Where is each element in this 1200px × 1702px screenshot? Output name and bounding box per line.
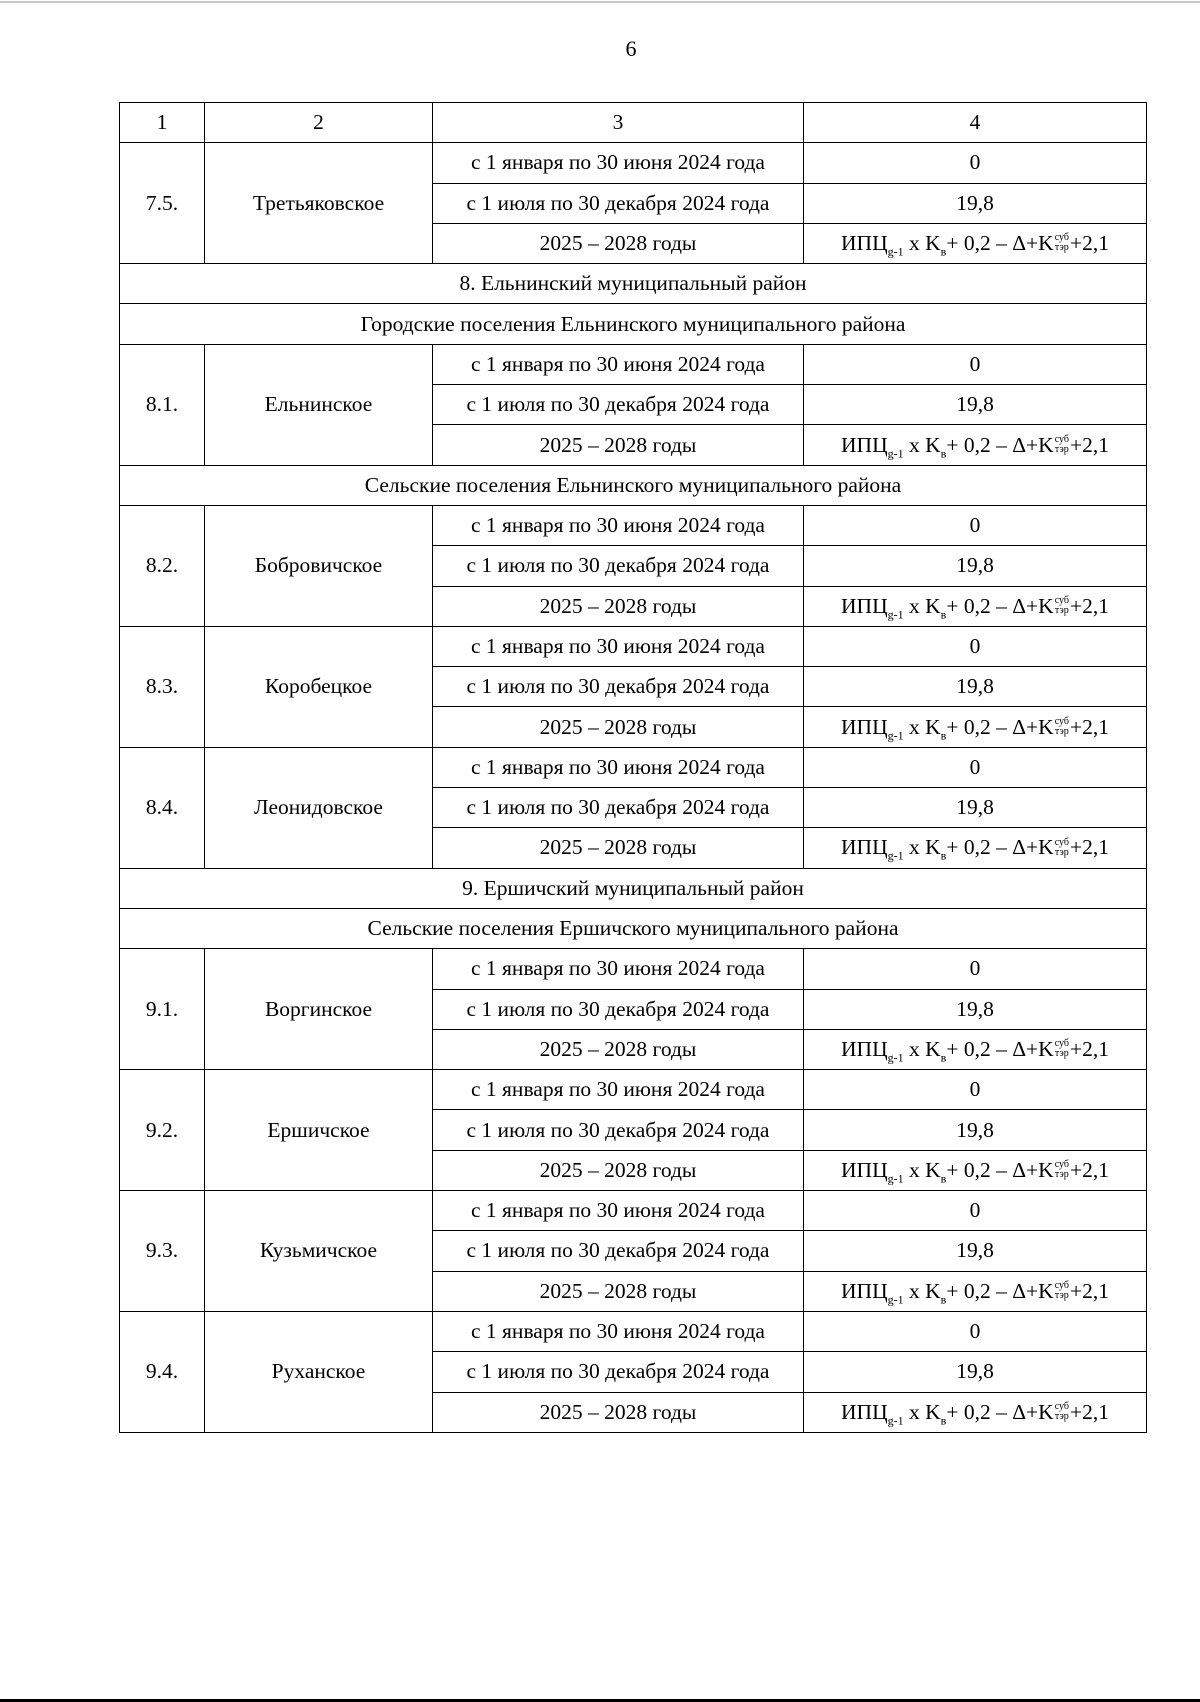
formula-k-subscript-ter: тэр xyxy=(1054,242,1069,254)
formula-middle: + 0,2 – Δ+K xyxy=(946,1157,1054,1182)
section-title: Сельские поселения Ельнинского муниципального района xyxy=(120,465,1147,505)
formula-k-subscript: в xyxy=(940,727,947,742)
section-title: 9. Ершичский муниципальный район xyxy=(120,868,1147,908)
settlement-number: 8.4. xyxy=(120,747,205,868)
settlement-name: Бобровичское xyxy=(205,505,433,626)
formula-mult: х K xyxy=(903,593,941,618)
section-row xyxy=(120,264,1147,304)
formula-k-subscript-ter: тэр xyxy=(1054,604,1069,616)
formula-cell xyxy=(804,707,1147,747)
formula-k-index xyxy=(1055,1039,1069,1059)
formula-g-subscript: g-1 xyxy=(887,1050,904,1065)
formula-k-subscript: в xyxy=(940,607,947,621)
formula-cell xyxy=(804,1150,1147,1190)
period-cell: 2025 – 2028 годы xyxy=(433,425,804,465)
formula-g-subscript: g-1 xyxy=(887,244,904,259)
formula-k-index xyxy=(1055,717,1069,737)
formula-prefix: ИПЦ xyxy=(841,1399,888,1424)
formula-k-superscript: суб xyxy=(1054,1279,1069,1291)
tariff-table-body xyxy=(120,103,1147,1433)
formula-mult: х K xyxy=(903,1399,941,1424)
settlement-number: 8.2. xyxy=(120,505,205,626)
formula-k-subscript: в xyxy=(940,1171,947,1186)
formula-cell xyxy=(804,223,1147,263)
formula-suffix: +2,1 xyxy=(1069,1399,1109,1424)
formula-cell xyxy=(804,1271,1147,1311)
period-cell: с 1 июля по 30 декабря 2024 года xyxy=(433,183,804,223)
value-cell: 0 xyxy=(804,1191,1147,1231)
settlement-row xyxy=(120,949,1147,989)
formula-middle: + 0,2 – Δ+K xyxy=(946,231,1054,256)
tariff-table xyxy=(119,102,1147,1433)
period-cell: с 1 января по 30 июня 2024 года xyxy=(433,143,804,183)
formula-g-subscript: g-1 xyxy=(887,727,904,742)
period-cell: с 1 июля по 30 декабря 2024 года xyxy=(433,667,804,707)
period-cell: с 1 января по 30 июня 2024 года xyxy=(433,344,804,384)
formula-k-superscript: суб xyxy=(1054,715,1069,727)
settlement-row xyxy=(120,747,1147,787)
formula-middle: + 0,2 – Δ+K xyxy=(946,593,1054,618)
period-cell: 2025 – 2028 годы xyxy=(433,1150,804,1190)
formula-g-subscript: g-1 xyxy=(887,1292,904,1307)
settlement-number: 7.5. xyxy=(120,143,205,264)
settlement-number: 9.3. xyxy=(120,1191,205,1312)
period-cell: с 1 января по 30 июня 2024 года xyxy=(433,626,804,666)
formula-k-subscript-ter: тэр xyxy=(1054,443,1069,455)
formula-k-index xyxy=(1055,233,1069,253)
formula-middle: + 0,2 – Δ+K xyxy=(946,1278,1054,1303)
period-cell: с 1 июля по 30 декабря 2024 года xyxy=(433,1352,804,1392)
period-cell: 2025 – 2028 годы xyxy=(433,1392,804,1432)
formula-k-subscript-ter: тэр xyxy=(1054,1048,1069,1060)
period-cell: с 1 июля по 30 декабря 2024 года xyxy=(433,385,804,425)
formula-suffix: +2,1 xyxy=(1069,714,1109,739)
header-cell: 3 xyxy=(433,103,804,143)
formula-mult: х K xyxy=(903,1036,941,1061)
settlement-name: Коробецкое xyxy=(205,626,433,747)
settlement-name: Леонидовское xyxy=(205,747,433,868)
settlement-row xyxy=(120,1311,1147,1351)
formula-k-superscript: суб xyxy=(1054,232,1069,244)
period-cell: 2025 – 2028 годы xyxy=(433,828,804,868)
formula-g-subscript: g-1 xyxy=(887,445,904,460)
settlement-number: 8.1. xyxy=(120,344,205,465)
formula-prefix: ИПЦ xyxy=(841,432,888,457)
period-cell: с 1 января по 30 июня 2024 года xyxy=(433,1191,804,1231)
period-cell: с 1 июля по 30 декабря 2024 года xyxy=(433,1231,804,1271)
period-cell: 2025 – 2028 годы xyxy=(433,1271,804,1311)
formula-g-subscript: g-1 xyxy=(887,607,904,621)
settlement-row xyxy=(120,626,1147,666)
period-cell: 2025 – 2028 годы xyxy=(433,223,804,263)
settlement-number: 9.2. xyxy=(120,1070,205,1191)
formula-suffix: +2,1 xyxy=(1069,432,1109,457)
value-cell: 19,8 xyxy=(804,385,1147,425)
formula-prefix: ИПЦ xyxy=(841,1036,888,1061)
header-row xyxy=(120,103,1147,143)
settlement-name: Ельнинское xyxy=(205,344,433,465)
formula-k-subscript: в xyxy=(940,848,947,863)
section-title: Городские поселения Ельнинского муниципального района xyxy=(120,304,1147,344)
formula-k-superscript: суб xyxy=(1054,836,1069,848)
value-cell: 19,8 xyxy=(804,788,1147,828)
value-cell: 19,8 xyxy=(804,989,1147,1029)
formula-k-subscript-ter: тэр xyxy=(1054,1289,1069,1301)
settlement-row xyxy=(120,505,1147,545)
formula-k-subscript: в xyxy=(940,1050,947,1065)
settlement-name: Ершичское xyxy=(205,1070,433,1191)
formula-k-subscript: в xyxy=(940,445,947,460)
formula-suffix: +2,1 xyxy=(1069,231,1109,256)
period-cell: с 1 июля по 30 декабря 2024 года xyxy=(433,546,804,586)
value-cell: 0 xyxy=(804,1311,1147,1351)
formula-prefix: ИПЦ xyxy=(841,1157,888,1182)
value-cell: 19,8 xyxy=(804,667,1147,707)
value-cell: 19,8 xyxy=(804,1231,1147,1271)
settlement-number: 9.1. xyxy=(120,949,205,1070)
formula-mult: х K xyxy=(903,1157,941,1182)
formula-k-index xyxy=(1055,596,1069,616)
formula-k-subscript-ter: тэр xyxy=(1054,1168,1069,1180)
formula-suffix: +2,1 xyxy=(1069,1157,1109,1182)
formula-k-superscript: суб xyxy=(1054,1038,1069,1050)
formula-k-index xyxy=(1055,1281,1069,1301)
value-cell: 19,8 xyxy=(804,183,1147,223)
formula-suffix: +2,1 xyxy=(1069,593,1109,618)
period-cell: 2025 – 2028 годы xyxy=(433,586,804,626)
section-row xyxy=(120,868,1147,908)
period-cell: с 1 января по 30 июня 2024 года xyxy=(433,1311,804,1351)
formula-prefix: ИПЦ xyxy=(841,835,888,860)
formula-prefix: ИПЦ xyxy=(841,1278,888,1303)
formula-prefix: ИПЦ xyxy=(841,593,888,618)
page-number: 6 xyxy=(625,36,637,61)
value-cell: 19,8 xyxy=(804,1110,1147,1150)
formula-k-superscript: суб xyxy=(1054,1400,1069,1412)
period-cell: с 1 января по 30 июня 2024 года xyxy=(433,949,804,989)
formula-k-subscript-ter: тэр xyxy=(1054,846,1069,858)
period-cell: с 1 января по 30 июня 2024 года xyxy=(433,747,804,787)
formula-prefix: ИПЦ xyxy=(841,231,888,256)
settlement-name: Кузьмичское xyxy=(205,1191,433,1312)
formula-k-subscript: в xyxy=(940,244,947,259)
formula-cell xyxy=(804,586,1147,626)
header-cell: 4 xyxy=(804,103,1147,143)
value-cell: 0 xyxy=(804,626,1147,666)
formula-g-subscript: g-1 xyxy=(887,1171,904,1186)
period-cell: с 1 июля по 30 декабря 2024 года xyxy=(433,788,804,828)
period-cell: с 1 июля по 30 декабря 2024 года xyxy=(433,1110,804,1150)
formula-mult: х K xyxy=(903,432,941,457)
formula-k-superscript: суб xyxy=(1054,1158,1069,1170)
settlement-number: 9.4. xyxy=(120,1311,205,1432)
period-cell: 2025 – 2028 годы xyxy=(433,1029,804,1069)
value-cell: 0 xyxy=(804,747,1147,787)
value-cell: 0 xyxy=(804,949,1147,989)
value-cell: 0 xyxy=(804,143,1147,183)
period-cell: с 1 января по 30 июня 2024 года xyxy=(433,1070,804,1110)
section-title: 8. Ельнинский муниципальный район xyxy=(120,264,1147,304)
formula-middle: + 0,2 – Δ+K xyxy=(946,714,1054,739)
settlement-number: 8.3. xyxy=(120,626,205,747)
formula-middle: + 0,2 – Δ+K xyxy=(946,1399,1054,1424)
formula-suffix: +2,1 xyxy=(1069,835,1109,860)
formula-middle: + 0,2 – Δ+K xyxy=(946,835,1054,860)
value-cell: 0 xyxy=(804,505,1147,545)
formula-suffix: +2,1 xyxy=(1069,1036,1109,1061)
value-cell: 0 xyxy=(804,344,1147,384)
formula-mult: х K xyxy=(903,1278,941,1303)
formula-cell xyxy=(804,828,1147,868)
formula-g-subscript: g-1 xyxy=(887,848,904,863)
formula-middle: + 0,2 – Δ+K xyxy=(946,1036,1054,1061)
settlement-name: Руханское xyxy=(205,1311,433,1432)
header-cell: 1 xyxy=(120,103,205,143)
value-cell: 19,8 xyxy=(804,546,1147,586)
formula-k-superscript: суб xyxy=(1054,594,1069,606)
section-title: Сельские поселения Ершичского муниципального района xyxy=(120,908,1147,948)
settlement-name: Воргинское xyxy=(205,949,433,1070)
formula-k-subscript: в xyxy=(940,1412,947,1427)
formula-middle: + 0,2 – Δ+K xyxy=(946,432,1054,457)
formula-k-subscript: в xyxy=(940,1292,947,1307)
value-cell: 19,8 xyxy=(804,1352,1147,1392)
settlement-row xyxy=(120,1070,1147,1110)
formula-k-index xyxy=(1055,1402,1069,1422)
section-row xyxy=(120,908,1147,948)
settlement-name: Третьяковское xyxy=(205,143,433,264)
formula-g-subscript: g-1 xyxy=(887,1412,904,1427)
formula-mult: х K xyxy=(903,835,941,860)
formula-mult: х K xyxy=(903,714,941,739)
formula-k-subscript-ter: тэр xyxy=(1054,1410,1069,1422)
formula-k-index xyxy=(1055,838,1069,858)
formula-k-superscript: суб xyxy=(1054,433,1069,445)
header-cell: 2 xyxy=(205,103,433,143)
formula-k-subscript-ter: тэр xyxy=(1054,725,1069,737)
settlement-row xyxy=(120,344,1147,384)
scan-top-edge xyxy=(0,1,1200,3)
formula-k-index xyxy=(1055,435,1069,455)
value-cell: 0 xyxy=(804,1070,1147,1110)
settlement-row xyxy=(120,143,1147,183)
section-row xyxy=(120,465,1147,505)
period-cell: 2025 – 2028 годы xyxy=(433,707,804,747)
formula-cell xyxy=(804,425,1147,465)
formula-suffix: +2,1 xyxy=(1069,1278,1109,1303)
formula-prefix: ИПЦ xyxy=(841,714,888,739)
settlement-row xyxy=(120,1191,1147,1231)
period-cell: с 1 июля по 30 декабря 2024 года xyxy=(433,989,804,1029)
formula-cell xyxy=(804,1029,1147,1069)
formula-k-index xyxy=(1055,1160,1069,1180)
formula-mult: х K xyxy=(903,231,941,256)
formula-cell xyxy=(804,1392,1147,1432)
period-cell: с 1 января по 30 июня 2024 года xyxy=(433,505,804,545)
section-row xyxy=(120,304,1147,344)
